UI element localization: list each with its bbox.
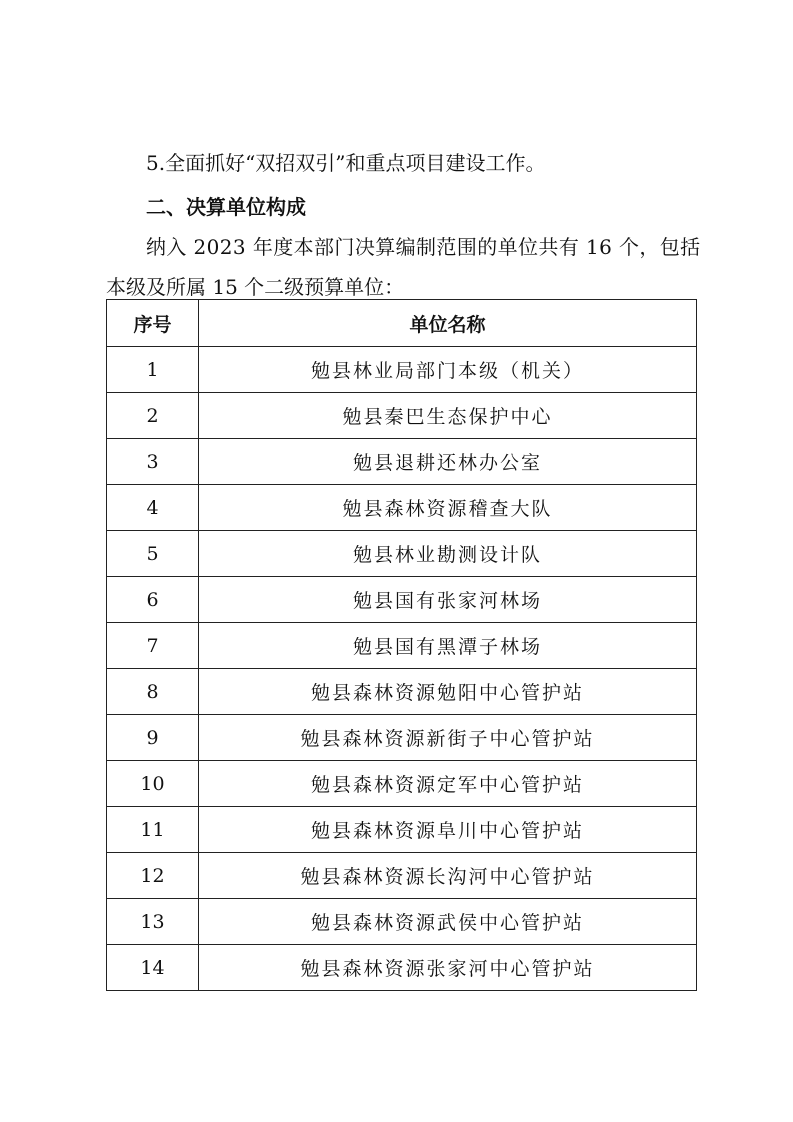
table-row [107,347,697,393]
row-number: 8 [107,669,199,715]
row-unit-name: 勉县森林资源阜川中心管护站 [199,807,697,853]
row-unit-name: 勉县退耕还林办公室 [199,439,697,485]
row-unit-name: 勉县森林资源长沟河中心管护站 [199,853,697,899]
header-serial-number: 序号 [107,300,199,347]
row-number: 5 [107,531,199,577]
row-number: 6 [107,577,199,623]
table-row [107,669,697,715]
section-heading: 二、决算单位构成 [146,195,306,219]
row-unit-name: 勉县国有黑潭子林场 [199,623,697,669]
table-row [107,945,697,991]
row-number: 1 [107,347,199,393]
row-number: 12 [107,853,199,899]
row-unit-name: 勉县森林资源武侯中心管护站 [199,899,697,945]
row-unit-name: 勉县秦巴生态保护中心 [199,393,697,439]
row-number: 2 [107,393,199,439]
row-unit-name: 勉县林业局部门本级（机关） [199,347,697,393]
row-number: 3 [107,439,199,485]
table-row [107,439,697,485]
table-row [107,393,697,439]
row-unit-name: 勉县森林资源稽查大队 [199,485,697,531]
row-unit-name: 勉县森林资源定军中心管护站 [199,761,697,807]
row-number: 7 [107,623,199,669]
table-row [107,485,697,531]
row-unit-name: 勉县森林资源新街子中心管护站 [199,715,697,761]
header-unit-name: 单位名称 [199,300,697,347]
row-number: 10 [107,761,199,807]
table-row [107,807,697,853]
row-number: 11 [107,807,199,853]
intro-paragraph-line-2: 本级及所属 15 个二级预算单位： [106,275,405,299]
table-row [107,577,697,623]
table-row [107,761,697,807]
row-number: 13 [107,899,199,945]
table-row [107,623,697,669]
units-table [106,299,697,991]
paragraph-item-5: 5.全面抓好“双招双引”和重点项目建设工作。 [146,151,546,175]
table-row [107,531,697,577]
table-row [107,853,697,899]
row-number: 4 [107,485,199,531]
row-unit-name: 勉县国有张家河林场 [199,577,697,623]
table-header-row [107,300,697,347]
row-unit-name: 勉县林业勘测设计队 [199,531,697,577]
row-number: 9 [107,715,199,761]
row-unit-name: 勉县森林资源勉阳中心管护站 [199,669,697,715]
row-unit-name: 勉县森林资源张家河中心管护站 [199,945,697,991]
table-row [107,715,697,761]
intro-paragraph-line-1: 纳入 2023 年度本部门决算编制范围的单位共有 16 个，包括 [146,235,701,259]
row-number: 14 [107,945,199,991]
table-row [107,899,697,945]
